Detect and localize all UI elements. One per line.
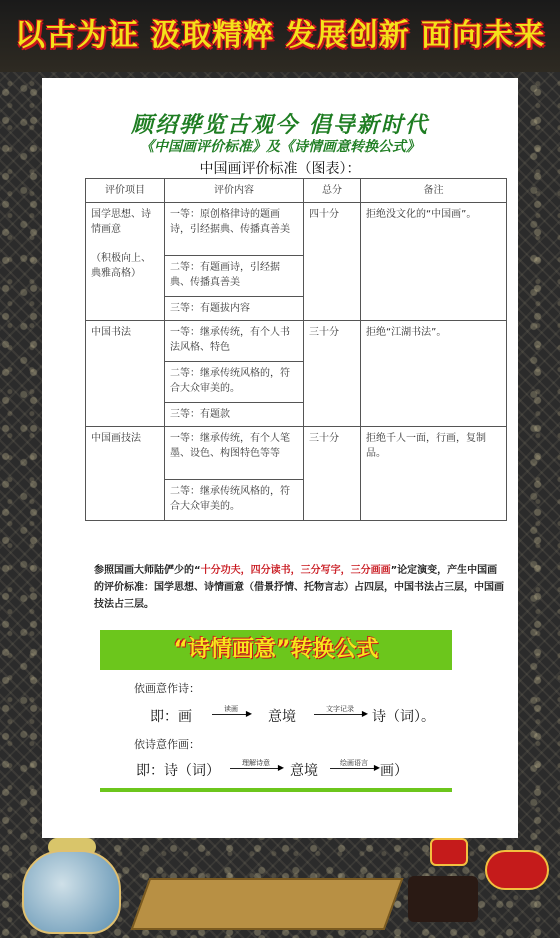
table-row xyxy=(86,321,507,362)
inkstone-illustration xyxy=(408,876,478,922)
col-header-content: 评价内容 xyxy=(165,179,304,203)
arrow-line xyxy=(212,714,250,715)
arrow-line xyxy=(230,768,282,769)
item-name: 中国画技法 xyxy=(91,433,141,444)
col-header-item: 评价项目 xyxy=(86,179,165,203)
banner-slogan: 以古为证 汲取精粹 发展创新 面向未来 xyxy=(14,18,546,53)
table-header-row xyxy=(86,179,507,203)
level-cell: 二等：继承传统风格的，符合大众审美的。 xyxy=(165,362,304,403)
arrow-label: 读画 xyxy=(224,705,238,713)
formula2-start: 即：诗（词） xyxy=(136,763,220,779)
level-cell: 二等：有题画诗，引经据典、传播真善美 xyxy=(165,256,304,297)
content-panel xyxy=(42,78,518,838)
arrow-line xyxy=(330,768,378,769)
col-header-remark: 备注 xyxy=(361,179,507,203)
arrow-line xyxy=(314,714,366,715)
arrow-label: 文字记录 xyxy=(326,705,354,713)
formula2-end: 画） xyxy=(380,763,408,779)
page-title: 顾绍骅览古观今 倡导新时代 xyxy=(131,113,429,138)
top-banner xyxy=(0,0,560,72)
arrow-label: 绘画语言 xyxy=(340,759,368,767)
formula1-start: 即：画 xyxy=(150,709,192,725)
item-note: （积极向上、典雅高格） xyxy=(91,253,151,279)
level-cell: 一等：继承传统，有个人书法风格、特色 xyxy=(165,321,304,362)
score-cell: 三十分 xyxy=(304,427,361,521)
col-header-score: 总分 xyxy=(304,179,361,203)
paragraph-pre: 参照国画大师陆俨少的“ xyxy=(94,565,201,576)
level-cell: 三等：有题款 xyxy=(165,403,304,427)
remark-cell: 拒绝千人一面，行画，复制品。 xyxy=(361,427,507,521)
formula2-arrow1 xyxy=(230,759,284,772)
formula1-arrow1 xyxy=(212,705,252,718)
score-cell: 三十分 xyxy=(304,321,361,427)
item-name: 国学思想、诗情画意 xyxy=(91,209,151,235)
arrow-label: 理解诗意 xyxy=(242,759,270,767)
level-cell: 一等：继承传统，有个人笔墨、设色、构图特色等等 xyxy=(165,427,304,480)
arrow-head-icon: ▶ xyxy=(361,709,368,718)
evaluation-table xyxy=(85,178,507,521)
formula1-end: 诗（词）。 xyxy=(372,709,435,725)
table-row xyxy=(86,203,507,256)
paragraph-highlight: 十分功夫，四分读书，三分写字，三分画画 xyxy=(200,565,391,576)
page-subtitle: 《中国画评价标准》及《诗情画意转换公式》 xyxy=(140,139,420,155)
arrow-head-icon: ▶ xyxy=(373,763,380,772)
level-cell: 一等：原创格律诗的题画诗，引经据典、传播真善美 xyxy=(165,203,304,256)
arrow-head-icon: ▶ xyxy=(277,763,284,772)
formula2-mid: 意境 xyxy=(290,763,318,779)
level-cell: 二等：继承传统风格的，符合大众审美的。 xyxy=(165,480,304,521)
item-name: 中国书法 xyxy=(91,327,131,338)
row-item xyxy=(86,321,165,427)
seal-paste-jar-illustration xyxy=(430,838,468,866)
formula1-mid: 意境 xyxy=(268,709,296,725)
explanation-paragraph xyxy=(94,562,504,613)
formula1-arrow2 xyxy=(314,705,368,718)
bamboo-mat-illustration xyxy=(131,878,404,930)
porcelain-teapot-illustration xyxy=(22,850,121,934)
red-bowl-illustration xyxy=(485,850,549,890)
formula-banner: “诗情画意”转换公式 xyxy=(100,630,452,670)
paragraph-post: ”论定演变，产生中国画的评价标准：国学思想、诗情画意（借景抒情、托物言志）占四层，中国书法占三层，中国画技法占三层。 xyxy=(94,565,504,610)
remark-cell: 拒绝没文化的“中国画”。 xyxy=(361,203,507,321)
remark-cell: 拒绝“江湖书法”。 xyxy=(361,321,507,427)
formula1-label: 依画意作诗： xyxy=(134,682,200,695)
arrow-head-icon: ▶ xyxy=(245,709,252,718)
level-cell: 三等：有题拔内容 xyxy=(165,297,304,321)
table-row xyxy=(86,427,507,480)
formula2-label: 依诗意作画： xyxy=(134,738,200,751)
row-item xyxy=(86,427,165,521)
green-divider xyxy=(100,788,452,792)
formula2-arrow2 xyxy=(330,759,380,772)
score-cell: 四十分 xyxy=(304,203,361,321)
table-title: 中国画评价标准（图表）： xyxy=(199,161,361,177)
row-item xyxy=(86,203,165,321)
